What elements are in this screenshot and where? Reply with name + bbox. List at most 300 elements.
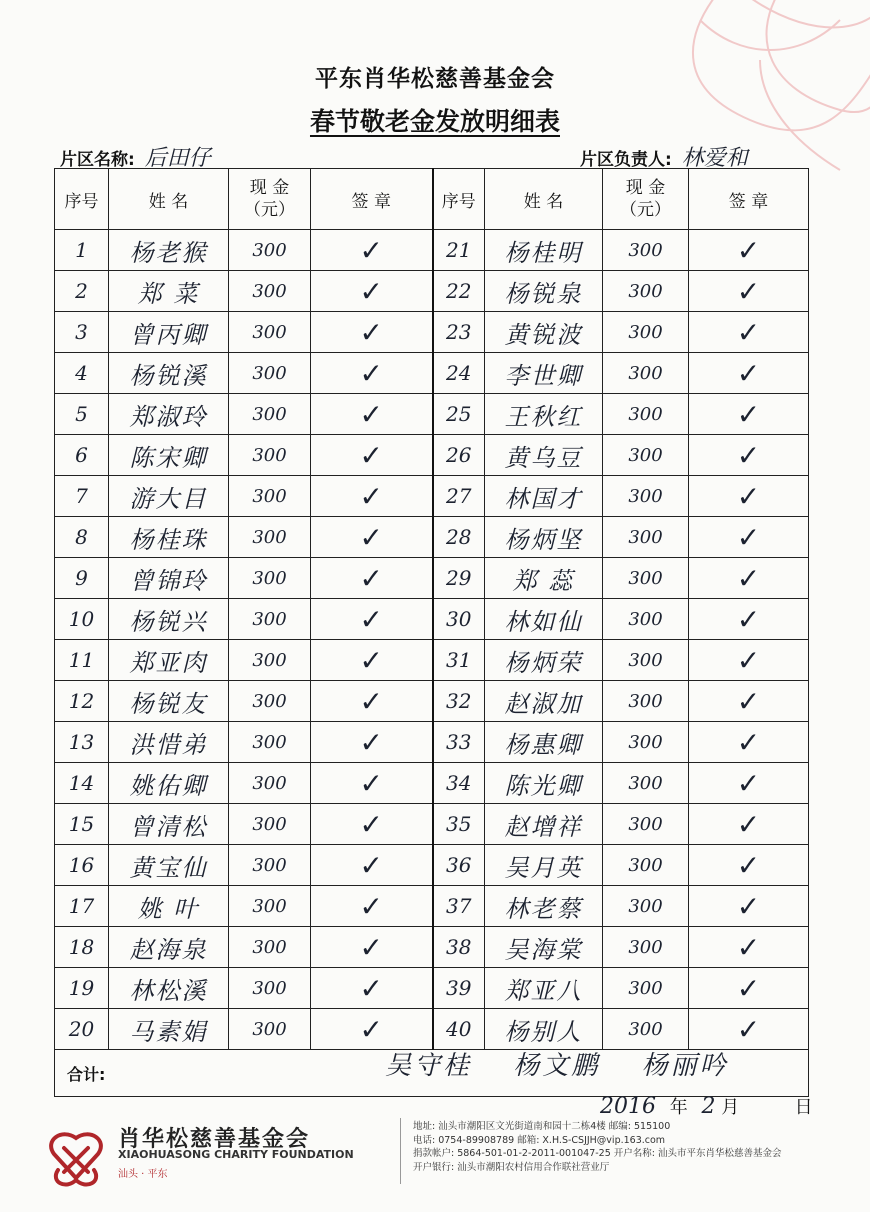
date-year-label: 年 — [669, 1097, 688, 1118]
row-number-cell — [433, 722, 485, 763]
cash-amount-cell — [603, 476, 689, 517]
person-name: 游大目 — [129, 484, 208, 513]
table-row — [55, 681, 809, 722]
row-number: 5 — [75, 402, 88, 426]
table-row — [55, 271, 809, 312]
signature-check-cell — [689, 312, 809, 353]
table-row — [55, 722, 809, 763]
row-number: 29 — [446, 566, 472, 590]
person-name: 杨桂明 — [504, 238, 583, 267]
table-row — [55, 517, 809, 558]
cash-amount-cell — [603, 312, 689, 353]
person-name-cell — [485, 1009, 603, 1050]
table-row — [55, 476, 809, 517]
person-name-cell — [485, 804, 603, 845]
cash-amount-cell — [603, 230, 689, 271]
cash-amount-cell — [229, 722, 311, 763]
person-name-cell — [109, 927, 229, 968]
signature-check: ✓ — [359, 889, 383, 923]
cash-amount-cell — [229, 845, 311, 886]
person-name-cell — [109, 1009, 229, 1050]
row-number: 6 — [75, 443, 88, 467]
row-number-cell — [55, 271, 109, 312]
signatures — [385, 1045, 759, 1082]
signature-check-cell — [311, 927, 433, 968]
row-number-cell — [55, 312, 109, 353]
row-number: 11 — [68, 648, 95, 672]
cash-amount: 300 — [252, 239, 287, 261]
person-name-cell — [109, 558, 229, 599]
signature-check: ✓ — [359, 561, 383, 595]
cash-amount-cell — [603, 1009, 689, 1050]
row-number: 30 — [446, 607, 472, 631]
signature-check: ✓ — [736, 397, 761, 431]
person-name-cell — [109, 353, 229, 394]
row-number-cell — [55, 640, 109, 681]
row-number-cell — [433, 1009, 485, 1050]
signature-check: ✓ — [736, 848, 761, 882]
signature-check-cell — [311, 476, 433, 517]
person-name: 姚 叶 — [137, 894, 200, 923]
date-year: 2016 — [600, 1094, 656, 1119]
row-number: 12 — [68, 689, 95, 713]
person-name: 杨桂珠 — [129, 525, 208, 554]
col-header-signature: 签 章 — [689, 169, 809, 230]
row-number-cell — [433, 640, 485, 681]
row-number-cell — [55, 476, 109, 517]
org-name-cn: 肖华松慈善基金会 — [118, 1127, 311, 1152]
cash-amount-cell — [229, 804, 311, 845]
contact-info — [413, 1120, 782, 1174]
person-name-cell — [109, 640, 229, 681]
signature-check-cell — [311, 230, 433, 271]
person-name-cell — [485, 394, 603, 435]
table-header-row — [55, 169, 809, 230]
cash-amount-cell — [603, 353, 689, 394]
signature-check-cell — [311, 517, 433, 558]
signature-check: ✓ — [736, 561, 761, 595]
cash-amount-cell — [229, 435, 311, 476]
cash-amount: 300 — [252, 772, 287, 794]
row-number: 27 — [446, 484, 472, 508]
person-name: 姚佑卿 — [129, 771, 208, 800]
signature-check: ✓ — [736, 233, 761, 267]
signature-check-cell — [689, 435, 809, 476]
table-row — [55, 886, 809, 927]
person-name: 黄锐波 — [504, 320, 583, 349]
row-number-cell — [433, 763, 485, 804]
signature-check-cell — [311, 763, 433, 804]
signature-check-cell — [311, 353, 433, 394]
row-number: 39 — [446, 976, 472, 1000]
person-name-cell — [109, 681, 229, 722]
person-name: 郑 菜 — [137, 279, 200, 308]
table-row — [55, 353, 809, 394]
cash-amount-cell — [603, 640, 689, 681]
signature-check-cell — [689, 476, 809, 517]
cash-amount: 300 — [252, 567, 287, 589]
signature-check-cell — [311, 968, 433, 1009]
signature-check-cell — [689, 353, 809, 394]
person-name-cell — [485, 230, 603, 271]
cash-amount: 300 — [628, 608, 663, 630]
district-value: 后田仔 — [144, 146, 211, 171]
row-number-cell — [433, 394, 485, 435]
signature-check: ✓ — [736, 315, 761, 349]
row-number: 15 — [68, 812, 95, 836]
table-row — [55, 968, 809, 1009]
cash-amount: 300 — [252, 895, 287, 917]
col-header-name: 姓 名 — [485, 169, 603, 230]
row-number: 38 — [446, 935, 472, 959]
row-number-cell — [55, 435, 109, 476]
signature-check-cell — [689, 517, 809, 558]
signature-check: ✓ — [736, 971, 761, 1005]
signature-check-cell — [311, 722, 433, 763]
cash-amount-cell — [229, 517, 311, 558]
row-number: 20 — [68, 1017, 95, 1041]
row-number: 31 — [446, 648, 472, 672]
signature-check-cell — [311, 1009, 433, 1050]
row-number-cell — [433, 845, 485, 886]
cash-amount-cell — [603, 886, 689, 927]
row-number: 4 — [75, 361, 88, 385]
cash-amount: 300 — [252, 403, 287, 425]
row-number-cell — [433, 599, 485, 640]
row-number: 2 — [75, 279, 88, 303]
signature-check-cell — [689, 230, 809, 271]
row-number-cell — [55, 599, 109, 640]
person-name: 杨别人 — [504, 1017, 583, 1046]
person-name: 王秋红 — [504, 402, 583, 431]
row-number-cell — [55, 804, 109, 845]
cash-amount: 300 — [628, 403, 663, 425]
row-number: 24 — [446, 361, 472, 385]
row-number: 28 — [446, 525, 472, 549]
person-name: 陈光卿 — [504, 771, 583, 800]
cash-amount: 300 — [628, 526, 663, 548]
cash-amount: 300 — [628, 854, 663, 876]
signature-check-cell — [311, 558, 433, 599]
row-number: 22 — [446, 279, 472, 303]
org-location: 汕头 · 平东 — [118, 1169, 168, 1180]
row-number: 10 — [68, 607, 95, 631]
person-name: 林老蔡 — [504, 894, 583, 923]
cash-amount: 300 — [628, 690, 663, 712]
person-name-cell — [485, 681, 603, 722]
person-name-cell — [485, 640, 603, 681]
cash-amount-cell — [229, 640, 311, 681]
col-header-cash: 现 金 （元） — [603, 169, 689, 230]
person-name: 赵淑加 — [504, 689, 583, 718]
signature-check: ✓ — [736, 356, 761, 390]
bank-line: 开户银行: 汕头市潮阳农村信用合作联社营业厅 — [413, 1161, 610, 1173]
cash-amount-cell — [229, 394, 311, 435]
person-name: 杨锐泉 — [504, 279, 583, 308]
signature-check-cell — [311, 312, 433, 353]
table-row — [55, 435, 809, 476]
table-row — [55, 927, 809, 968]
person-name-cell — [485, 722, 603, 763]
address-line: 地址: 汕头市潮阳区文光街道南和园十二栋4楼 邮编: 515100 — [413, 1121, 671, 1132]
cash-amount-cell — [229, 763, 311, 804]
cash-amount-cell — [229, 968, 311, 1009]
signature-check: ✓ — [359, 602, 383, 636]
signature-check-cell — [311, 681, 433, 722]
person-name-cell — [109, 312, 229, 353]
cash-amount-cell — [603, 845, 689, 886]
person-name: 郑亚肉 — [129, 648, 208, 677]
signature-check-cell — [311, 886, 433, 927]
row-number: 33 — [446, 730, 472, 754]
cash-amount-cell — [603, 804, 689, 845]
org-title: 平东肖华松慈善基金会 — [315, 66, 555, 92]
person-name: 林松溪 — [129, 976, 208, 1005]
person-name-cell — [485, 599, 603, 640]
person-name: 杨锐友 — [129, 689, 208, 718]
cash-amount: 300 — [252, 362, 287, 384]
account-line: 捐款帐户: 5864-501-01-2-2011-001047-25 开户名称: 汕头市平东肖华松慈善基金会 — [413, 1148, 782, 1159]
row-number: 14 — [68, 771, 95, 795]
person-name-cell — [109, 230, 229, 271]
cash-amount: 300 — [628, 362, 663, 384]
date-month-label: 月 — [721, 1097, 740, 1118]
row-number: 7 — [75, 484, 88, 508]
district-label: 片区名称: — [60, 150, 135, 170]
col-header-number: 序号 — [433, 169, 485, 230]
row-number: 35 — [446, 812, 472, 836]
signature-check-cell — [311, 271, 433, 312]
person-name-cell — [109, 394, 229, 435]
cash-amount-cell — [229, 886, 311, 927]
signature-check: ✓ — [359, 233, 383, 267]
row-number: 23 — [446, 320, 472, 344]
date-month: 2 — [701, 1094, 716, 1119]
cash-amount-cell — [603, 271, 689, 312]
signature-check: ✓ — [736, 807, 761, 841]
row-number-cell — [55, 394, 109, 435]
signature-check: ✓ — [736, 643, 761, 677]
person-name: 杨惠卿 — [504, 730, 583, 759]
signature-check: ✓ — [359, 643, 383, 677]
person-name-cell — [485, 845, 603, 886]
document-title: 春节敬老金发放明细表 — [309, 107, 560, 136]
row-number: 16 — [68, 853, 95, 877]
signature-check: ✓ — [359, 356, 383, 390]
person-name-cell — [485, 353, 603, 394]
signature-check: ✓ — [359, 1012, 383, 1046]
table-row — [55, 312, 809, 353]
cash-amount-cell — [229, 353, 311, 394]
row-number: 40 — [446, 1017, 472, 1041]
signature-check: ✓ — [359, 397, 383, 431]
person-name: 黄乌豆 — [504, 443, 583, 472]
cash-amount: 300 — [628, 813, 663, 835]
table-row — [55, 230, 809, 271]
cash-amount: 300 — [252, 690, 287, 712]
person-name-cell — [485, 476, 603, 517]
foundation-logo-icon — [40, 1130, 112, 1190]
signature-check-cell — [311, 804, 433, 845]
cash-amount-cell — [603, 968, 689, 1009]
person-name: 曾丙卿 — [129, 320, 208, 349]
signature-check-cell — [689, 763, 809, 804]
signature-check: ✓ — [359, 684, 383, 718]
row-number-cell — [433, 558, 485, 599]
signature-check: ✓ — [736, 684, 761, 718]
signature-check-cell — [311, 845, 433, 886]
row-number-cell — [55, 968, 109, 1009]
cash-amount: 300 — [628, 895, 663, 917]
signature-check: ✓ — [736, 274, 761, 308]
person-name: 林国才 — [504, 484, 583, 513]
cash-amount: 300 — [628, 977, 663, 999]
signature-check: ✓ — [359, 725, 383, 759]
person-name-cell — [109, 845, 229, 886]
cash-amount-cell — [229, 312, 311, 353]
signature-check: ✓ — [736, 725, 761, 759]
cash-amount-cell — [603, 763, 689, 804]
person-name: 林如仙 — [504, 607, 583, 636]
signature-check-cell — [689, 886, 809, 927]
cash-amount: 300 — [628, 280, 663, 302]
cash-amount: 300 — [252, 321, 287, 343]
row-number-cell — [55, 927, 109, 968]
signature-check: ✓ — [736, 438, 761, 472]
signature-check-cell — [689, 558, 809, 599]
date-line — [600, 1093, 813, 1119]
cash-amount: 300 — [628, 772, 663, 794]
person-name-cell — [485, 763, 603, 804]
row-number: 17 — [68, 894, 95, 918]
cash-amount-cell — [229, 599, 311, 640]
signature-check: ✓ — [736, 889, 761, 923]
person-name-cell — [485, 271, 603, 312]
cash-amount-cell — [229, 681, 311, 722]
cash-amount: 300 — [628, 1018, 663, 1040]
row-number-cell — [55, 353, 109, 394]
signature: 杨丽吟 — [641, 1051, 729, 1081]
person-name-cell — [485, 517, 603, 558]
table-row — [55, 599, 809, 640]
person-name: 赵海泉 — [129, 935, 208, 964]
person-name-cell — [109, 763, 229, 804]
row-number: 21 — [446, 238, 472, 262]
row-number-cell — [55, 558, 109, 599]
date-day-label: 日 — [794, 1097, 813, 1118]
person-name: 郑淑玲 — [129, 402, 208, 431]
cash-amount-cell — [603, 927, 689, 968]
manager-label: 片区负责人: — [580, 150, 672, 170]
person-name: 赵增祥 — [504, 812, 583, 841]
signature-check: ✓ — [736, 479, 761, 513]
cash-amount: 300 — [628, 321, 663, 343]
signature-check-cell — [311, 394, 433, 435]
signature-check-cell — [311, 640, 433, 681]
row-number-cell — [55, 230, 109, 271]
person-name: 杨炳坚 — [504, 525, 583, 554]
person-name: 曾清松 — [129, 812, 208, 841]
cash-amount: 300 — [628, 731, 663, 753]
cash-amount-cell — [603, 722, 689, 763]
cash-amount-cell — [603, 599, 689, 640]
signature-check-cell — [689, 845, 809, 886]
signature: 杨文鹏 — [513, 1051, 601, 1081]
row-number-cell — [55, 763, 109, 804]
row-number: 32 — [446, 689, 472, 713]
row-number: 37 — [446, 894, 472, 918]
person-name-cell — [485, 435, 603, 476]
signature-check: ✓ — [359, 274, 383, 308]
total-label: 合计: — [67, 1064, 106, 1084]
signature-check: ✓ — [736, 766, 761, 800]
cash-amount: 300 — [252, 854, 287, 876]
cash-amount-cell — [229, 476, 311, 517]
row-number-cell — [55, 886, 109, 927]
person-name-cell — [109, 271, 229, 312]
signature-check: ✓ — [359, 848, 383, 882]
cash-amount: 300 — [252, 813, 287, 835]
cash-amount-cell — [603, 517, 689, 558]
row-number-cell — [433, 435, 485, 476]
col-header-name: 姓 名 — [109, 169, 229, 230]
cash-amount: 300 — [252, 731, 287, 753]
table-row — [55, 804, 809, 845]
signature-check: ✓ — [736, 602, 761, 636]
signature-check: ✓ — [359, 807, 383, 841]
signature-check-cell — [689, 640, 809, 681]
person-name: 曾锦玲 — [129, 566, 208, 595]
person-name-cell — [109, 804, 229, 845]
row-number-cell — [433, 927, 485, 968]
table-row — [55, 763, 809, 804]
row-number-cell — [433, 230, 485, 271]
person-name-cell — [109, 599, 229, 640]
cash-amount: 300 — [628, 485, 663, 507]
signature-check: ✓ — [736, 1012, 761, 1046]
person-name-cell — [109, 517, 229, 558]
person-name: 马素娟 — [129, 1017, 208, 1046]
signature-check: ✓ — [359, 315, 383, 349]
row-number-cell — [433, 517, 485, 558]
cash-amount-cell — [229, 271, 311, 312]
row-number-cell — [55, 1009, 109, 1050]
row-number-cell — [433, 968, 485, 1009]
person-name: 杨锐溪 — [129, 361, 208, 390]
col-header-signature: 签 章 — [311, 169, 433, 230]
cash-amount: 300 — [252, 608, 287, 630]
row-number-cell — [433, 681, 485, 722]
cash-amount: 300 — [252, 977, 287, 999]
row-number-cell — [433, 886, 485, 927]
signature-check: ✓ — [359, 766, 383, 800]
row-number: 1 — [75, 238, 88, 262]
cash-amount-cell — [603, 435, 689, 476]
cash-amount-cell — [603, 558, 689, 599]
person-name-cell — [109, 968, 229, 1009]
row-number: 18 — [68, 935, 95, 959]
cash-amount: 300 — [628, 649, 663, 671]
signature-check-cell — [689, 1009, 809, 1050]
row-number: 25 — [446, 402, 472, 426]
signature-check: ✓ — [359, 971, 383, 1005]
row-number: 3 — [75, 320, 88, 344]
person-name: 杨炳荣 — [504, 648, 583, 677]
signature-check: ✓ — [359, 520, 383, 554]
cash-amount: 300 — [628, 567, 663, 589]
row-number: 13 — [68, 730, 95, 754]
signature-check: ✓ — [359, 479, 383, 513]
